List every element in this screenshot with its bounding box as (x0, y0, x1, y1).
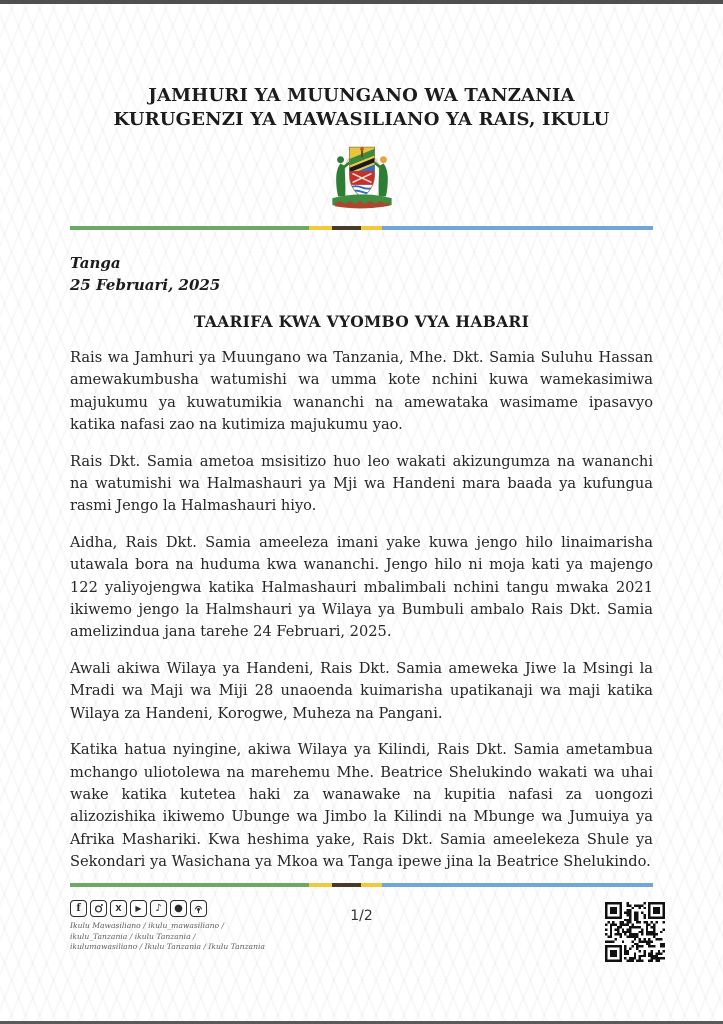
footer (0, 898, 723, 978)
emblem-container (0, 138, 723, 222)
dateline-place: Tanga (70, 254, 121, 272)
divider-yellow-segment (309, 883, 332, 887)
dateline-date: 25 Februari, 2025 (70, 276, 221, 294)
youtube-icon: ▶ (130, 900, 147, 917)
header-line-2: KURUGENZI YA MAWASILIANO YA RAIS, IKULU (113, 109, 610, 130)
paragraph-4: Awali akiwa Wilaya ya Handeni, Rais Dkt. Samia ameweka Jiwe la Msingi la Mradi wa Maji wa Miji 28 unaoenda kuimarisha upatikanaji wa maji katika Wilaya za Handeni, Korogwe, Muheza na Pangani. (70, 659, 653, 722)
threads-icon: ● (170, 900, 187, 917)
handles-line-2: ikulu_Tanzania / ikulu Tanzania / (70, 931, 196, 941)
divider-black-segment (332, 883, 361, 887)
facebook-icon: f (70, 900, 87, 917)
document-header (0, 84, 723, 132)
social-handles (70, 921, 310, 953)
paragraph-2: Rais Dkt. Samia ametoa msisitizo huo leo wakati akizungumza na wananchi na watumishi wa Halmashauri ya Mji wa Handeni mara baada ya kufungua rasmi Jengo la Halmashauri hiyo. (70, 452, 653, 515)
divider-blue-segment (382, 883, 653, 887)
paragraph-3: Aidha, Rais Dkt. Samia ameeleza imani yake kuwa jengo hilo linaimarisha utawala bora na huduma kwa wananchi. Jengo hilo ni moja kati ya majengo 122 yaliyojengwa katika Halmashauri mbalimbali nchini tangu mwaka 2021 ikiwemo jengo la Halmshauri ya Wilaya ya Bumbuli ambalo Rais Dkt. Samia amelizindua jana tarehe 24 Februari, 2025. (70, 533, 653, 641)
page-number: 1/2 (350, 908, 373, 924)
handles-line-3: ikulumawasiliano / Ikulu Tanzania / Ikulu Tanzania (70, 942, 265, 951)
flag-divider-top (70, 226, 653, 230)
header-line-1: JAMHURI YA MUUNGANO WA TANZANIA (148, 85, 575, 106)
divider-black-segment (332, 226, 361, 230)
divider-yellow-segment (361, 883, 381, 887)
tiktok-icon: ♪ (150, 900, 167, 917)
tanzania-coat-of-arms-icon (321, 138, 403, 222)
dateline (70, 252, 220, 296)
document-body (70, 347, 653, 888)
divider-yellow-segment (309, 226, 332, 230)
paragraph-5: Katika hatua nyingine, akiwa Wilaya ya Kilindi, Rais Dkt. Samia ametambua mchango uliotolewa na marehemu Mhe. Beatrice Shelukindo wakati wa uhai wake katika kutetea haki za wanawake na kupitia nafasi za uongozi alizozishika ikiwemo Ubunge wa Jimbo la Kilindi na Mbunge wa Jumuiya ya Afrika Mashariki. Kwa heshima yake, Rais Dkt. Samia ameelekeza Shule ya Sekondari ya Wasichana ya Mkoa wa Tanga ipewe jina la Beatrice Shelukindo. (70, 741, 653, 871)
divider-blue-segment (382, 226, 653, 230)
top-edge-bar (0, 0, 723, 4)
flag-divider-bottom (70, 883, 653, 887)
divider-yellow-segment (361, 226, 381, 230)
paragraph-1: Rais wa Jamhuri ya Muungano wa Tanzania, Mhe. Dkt. Samia Suluhu Hassan amewakumbusha watumishi wa umma kote nchini kuwa wamekasimiwa majukumu ya kuwatumikia wananchi na amewataka wasimame ipasavyo katika nafasi zao na kutimiza majukumu yao. (70, 349, 653, 434)
x-icon: X (110, 900, 127, 917)
divider-green-segment (70, 226, 309, 230)
qr-code (605, 902, 665, 962)
press-release-title: TAARIFA KWA VYOMBO VYA HABARI (193, 312, 530, 331)
divider-green-segment (70, 883, 309, 887)
handles-line-1: Ikulu Mawasiliano / ikulu_mawasiliano / (70, 921, 225, 930)
